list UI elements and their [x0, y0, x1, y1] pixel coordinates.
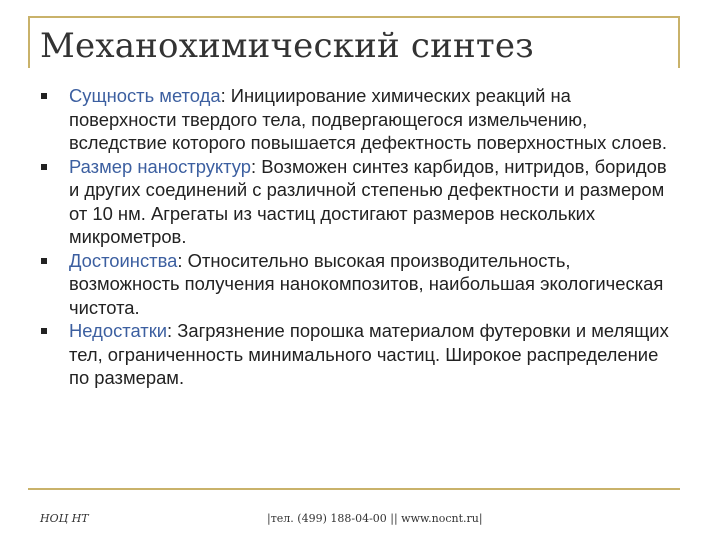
bullet-item-advantages [40, 249, 680, 320]
footer-organization: НОЦ НТ [40, 512, 89, 525]
frame-right-line [678, 16, 680, 68]
square-bullet-icon [41, 93, 47, 99]
slide-title: Механохимический синтез [40, 26, 534, 66]
bullet-text: : Возможен синтез карбидов, нитридов, боридов и других соединений с различной степенью дефектности и размером от 10 нм. Агрегаты из частиц достигают размеров нескольких микрометров. [69, 155, 667, 247]
frame-bottom-line [28, 488, 680, 490]
square-bullet-icon [41, 328, 47, 334]
bullet-text: : Инициирование химических реакций на поверхности твердого тела, подвергающегося измельчению, вследствие которого повышается дефектность поверхностных слоев. [69, 85, 667, 153]
bullet-item-size [40, 155, 680, 249]
bullet-text: : Относительно высокая производительность, возможность получения нанокомпозитов, наибольшая экологическая чистота. [69, 249, 664, 318]
bullet-term: Достоинства [69, 249, 178, 271]
bullet-term: Недостатки [69, 320, 168, 341]
footer-contacts: |тел. (499) 188-04-00 || www.nocnt.ru| [267, 512, 483, 525]
bullet-text: : Загрязнение порошка материалом футеровки и мелящих тел, ограниченность минимального частиц. Широкое распределение по размерам. [69, 320, 669, 388]
bullet-term: Сущность метода [69, 85, 221, 106]
bullet-list [40, 84, 680, 390]
square-bullet-icon [41, 164, 47, 170]
square-bullet-icon [41, 258, 47, 264]
frame-top-line [28, 16, 678, 18]
bullet-item-disadvantages [40, 319, 680, 390]
bullet-term: Размер наноструктур [69, 155, 252, 177]
bullet-item-essence [40, 84, 680, 155]
frame-left-line [28, 16, 30, 68]
